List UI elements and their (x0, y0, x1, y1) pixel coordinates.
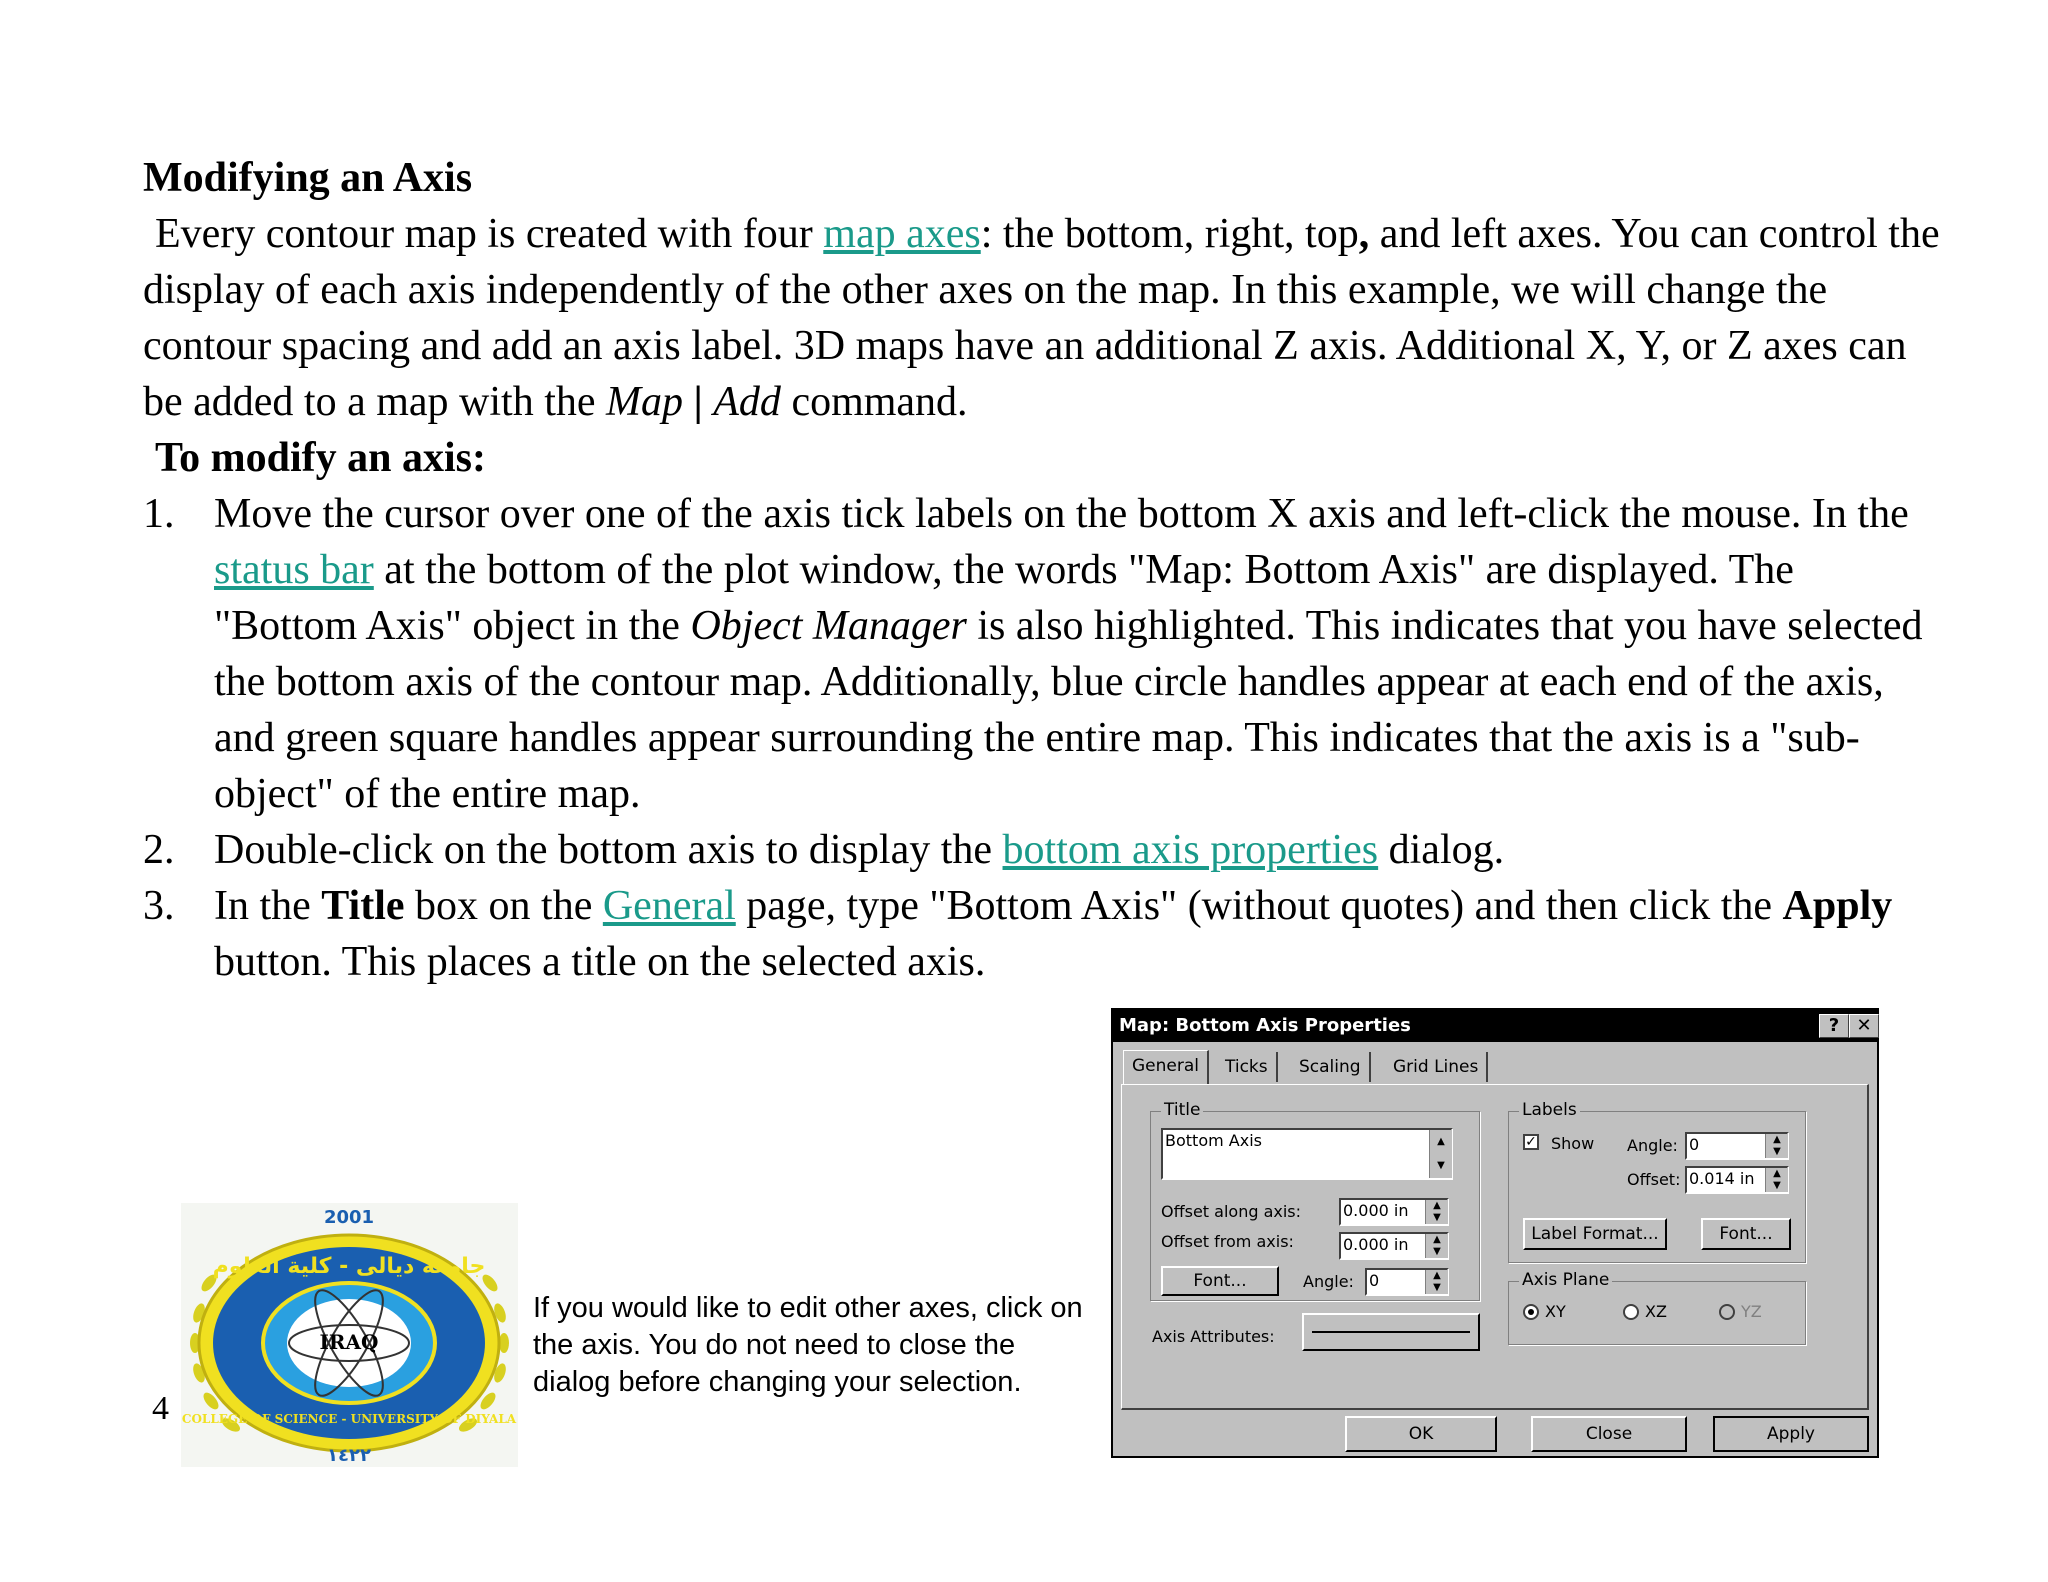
angle-stepper[interactable]: ▲ ▼ (1425, 1270, 1448, 1294)
status-bar-link[interactable]: status bar (214, 547, 374, 593)
title-term: Title (321, 883, 405, 929)
step-text: button. This places a title on the selected axis. (214, 939, 986, 985)
show-checkbox[interactable]: ✓ (1523, 1134, 1539, 1150)
list-item (143, 486, 1943, 822)
tab-ticks[interactable]: Ticks (1217, 1052, 1278, 1082)
apply-button[interactable]: Apply (1713, 1416, 1869, 1452)
step-text: at the bottom of the plot window, the words "Map: Bottom Axis" are displayed. The "Bottom Axis" object in the (214, 547, 1794, 649)
subheading: To modify an axis: (155, 435, 487, 481)
steps-list (143, 486, 1943, 990)
general-panel (1121, 1084, 1869, 1410)
step-text: page, type "Bottom Axis" (without quotes) and then click the (735, 883, 1783, 929)
step-text: In the (214, 883, 322, 929)
plane-xz-label: XZ (1645, 1302, 1667, 1321)
labels-group (1508, 1100, 1806, 1263)
menu-add: Add (713, 379, 781, 425)
general-link[interactable]: General (602, 883, 736, 929)
plane-xz-radio[interactable] (1623, 1304, 1639, 1320)
step-text: Double-click on the bottom axis to display the (214, 827, 1003, 873)
labels-offset-label: Offset: (1627, 1170, 1681, 1189)
close-icon[interactable]: ✕ (1849, 1014, 1879, 1038)
ok-button[interactable]: OK (1345, 1416, 1497, 1452)
tab-scaling[interactable]: Scaling (1291, 1052, 1371, 1082)
page-number: 4 (152, 1390, 169, 1427)
title-input[interactable]: Bottom Axis (1161, 1128, 1453, 1180)
labels-offset-stepper[interactable]: ▲ ▼ (1765, 1168, 1788, 1192)
list-item (143, 822, 1943, 878)
bottom-axis-properties-link[interactable]: bottom axis properties (1002, 827, 1379, 873)
close-button[interactable]: Close (1531, 1416, 1687, 1452)
title-group (1150, 1100, 1480, 1301)
title-scrollbar[interactable]: ▲ ▼ (1429, 1130, 1452, 1178)
menu-separator: | (683, 379, 714, 425)
plane-yz-radio (1719, 1304, 1735, 1320)
intro-comma: , (1358, 211, 1370, 257)
help-button[interactable]: ? (1819, 1014, 1849, 1038)
plane-xy-radio[interactable] (1523, 1304, 1539, 1320)
logo-year-top: 2001 (323, 1207, 375, 1228)
document-body (143, 150, 1943, 990)
offset-from-label: Offset from axis: (1161, 1232, 1294, 1251)
offset-from-stepper[interactable]: ▲ ▼ (1425, 1234, 1448, 1258)
step-number: 1. (143, 491, 175, 537)
dialog-title: Map: Bottom Axis Properties (1119, 1015, 1411, 1036)
plane-yz-label: YZ (1741, 1302, 1762, 1321)
offset-along-input[interactable]: 0.000 in (1339, 1198, 1449, 1226)
step-text: box on the (404, 883, 603, 929)
tab-grid-lines[interactable]: Grid Lines (1385, 1052, 1488, 1082)
label-format-button[interactable]: Label Format... (1523, 1218, 1667, 1250)
axis-attributes-button[interactable] (1302, 1313, 1480, 1351)
tab-general[interactable]: General (1123, 1050, 1209, 1085)
step-number: 3. (143, 883, 175, 929)
labels-angle-input[interactable]: 0 (1685, 1132, 1789, 1160)
university-logo (181, 1203, 518, 1467)
intro-text: command. (780, 379, 968, 425)
show-label: Show (1551, 1134, 1595, 1153)
step-text: dialog. (1378, 827, 1505, 873)
logo-year-bottom: ١٤٢٢ (327, 1445, 371, 1466)
offset-along-label: Offset along axis: (1161, 1202, 1302, 1221)
axis-attributes-label: Axis Attributes: (1152, 1327, 1275, 1346)
intro-text: Every contour map is created with four (155, 211, 824, 257)
intro-text: and left axes. You can control the display of each axis independently of the other axes on the map. In this example, we will change the contour spacing and add an axis label. 3D maps have an additional Z axis. Additional X, Y, or Z axes can be added to a map with the (143, 211, 1940, 425)
intro-text: : the bottom, right, top (980, 211, 1359, 257)
labels-angle-label: Angle: (1627, 1136, 1678, 1155)
menu-map: Map (606, 379, 684, 425)
offset-along-stepper[interactable]: ▲ ▼ (1425, 1200, 1448, 1224)
object-manager-term: Object Manager (690, 603, 967, 649)
plane-xy-label: XY (1545, 1302, 1566, 1321)
section-heading: Modifying an Axis (143, 155, 473, 201)
step-text: is also highlighted. This indicates that you have selected the bottom axis of the contour map. Additionally, blue circle handles appear at each end of the axis, and green square handles appear surrounding the entire map. This indicates that the axis is a "sub-object" of the entire map. (214, 603, 1923, 817)
logo-center-text: IRAQ (319, 1330, 379, 1354)
angle-label: Angle: (1303, 1272, 1354, 1291)
dialog-titlebar (1113, 1010, 1877, 1042)
step-number: 2. (143, 827, 175, 873)
intro-paragraph (143, 206, 1943, 430)
angle-input[interactable]: 0 (1365, 1268, 1449, 1296)
apply-term: Apply (1782, 883, 1893, 929)
labels-group-label: Labels (1519, 1100, 1580, 1120)
labels-angle-stepper[interactable]: ▲ ▼ (1765, 1134, 1788, 1158)
labels-font-button[interactable]: Font... (1701, 1218, 1791, 1250)
list-item (143, 878, 1943, 990)
offset-from-input[interactable]: 0.000 in (1339, 1232, 1449, 1260)
note-text: If you would like to edit other axes, click on the axis. You do not need to close the dialog before changing your selection. (533, 1292, 1083, 1398)
bottom-axis-properties-dialog (1111, 1008, 1879, 1458)
map-axes-link[interactable]: map axes (823, 211, 981, 257)
step-text: Move the cursor over one of the axis tick labels on the bottom X axis and left-click the mouse. In the (214, 491, 1909, 537)
title-font-button[interactable]: Font... (1161, 1266, 1279, 1296)
axis-plane-group (1508, 1270, 1806, 1345)
axis-plane-group-label: Axis Plane (1519, 1270, 1612, 1290)
line-style-preview (1312, 1331, 1470, 1333)
title-group-label: Title (1161, 1100, 1203, 1120)
logo-arabic-text: جامعة ديالى - كلية العلوم (212, 1254, 486, 1279)
labels-offset-input[interactable]: 0.014 in (1685, 1166, 1789, 1194)
logo-bottom-text: COLLEGE OF SCIENCE - UNIVERSITY OF DIYALA (181, 1412, 517, 1426)
